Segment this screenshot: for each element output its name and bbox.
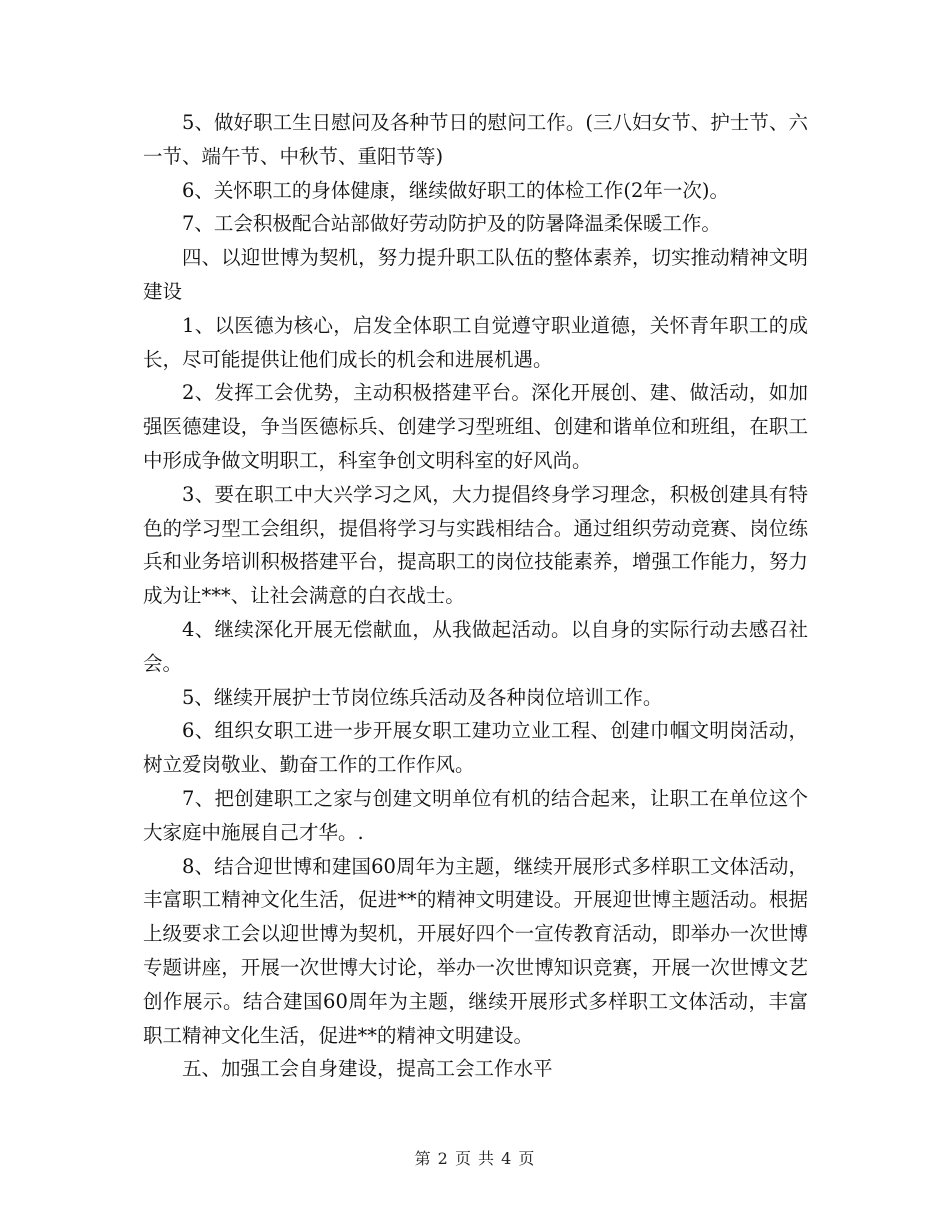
paragraph-item-7-protection: 7、工会积极配合站部做好劳动防护及的防暑降温柔保暖工作。 xyxy=(182,212,721,236)
paragraph-item-4-blood-donation: 4、继续深化开展无偿献血，从我做起活动。以自身的实际行动去感召社会。 xyxy=(143,617,808,675)
document-body xyxy=(143,106,808,1086)
page-number-footer: 第 2 页 共 4 页 xyxy=(414,1149,536,1168)
section-heading-5: 五、加强工会自身建设，提高工会工作水平 xyxy=(182,1057,553,1081)
paragraph-item-5-training: 5、继续开展护士节岗位练兵活动及各种岗位培训工作。 xyxy=(182,685,663,709)
paragraph-item-7-workers-home: 7、把创建职工之家与创建文明单位有机的结合起来，让职工在单位这个大家庭中施展自己才华。. xyxy=(143,786,808,844)
paragraph-item-1-ethics: 1、以医德为核心，启发全体职工自觉遵守职业道德，关怀青年职工的成长，尽可能提供让他们成长的机会和进展机遇。 xyxy=(143,313,808,371)
paragraph-item-2-platform: 2、发挥工会优势，主动积极搭建平台。深化开展创、建、做活动，如加强医德建设，争当医德标兵、创建学习型班组、创建和谐单位和班组，在职工中形成争做文明职工，科室争创文明科室的好风尚。 xyxy=(143,381,808,472)
paragraph-item-8-expo: 8、结合迎世博和建国60周年为主题，继续开展形式多样职工文体活动，丰富职工精神文化生活，促进**的精神文明建设。开展迎世博主题活动。根据上级要求工会以迎世博为契机，开展好四个一宣传教育活动，即举办一次世博专题讲座，开展一次世博大讨论，举办一次世博知识竞赛，开展一次世博文艺创作展示。结合建国60周年为主题，继续开展形式多样职工文体活动，丰富职工精神文化生活，促进**的精神文明建设。 xyxy=(143,854,808,1047)
paragraph-item-3-learning: 3、要在职工中大兴学习之风，大力提倡终身学习理念，积极创建具有特色的学习型工会组织，提倡将学习与实践相结合。通过组织劳动竞赛、岗位练兵和业务培训积极搭建平台，提高职工的岗位技能素养，增强工作能力，努力成为让***、让社会满意的白衣战士。 xyxy=(143,482,808,608)
section-heading-4: 四、以迎世博为契机，努力提升职工队伍的整体素养，切实推动精神文明建设 xyxy=(143,246,808,303)
paragraph-item-6-women-workers: 6、组织女职工进一步开展女职工建功立业工程、创建巾帼文明岗活动，树立爱岗敬业、勤奋工作的工作作风。 xyxy=(143,719,808,777)
paragraph-item-5-condolence: 5、做好职工生日慰问及各种节日的慰问工作。(三八妇女节、护士节、六一节、端午节、中秋节、重阳节等) xyxy=(143,111,808,168)
paragraph-item-6-health: 6、关怀职工的身体健康，继续做好职工的体检工作(2年一次)。 xyxy=(182,178,730,202)
